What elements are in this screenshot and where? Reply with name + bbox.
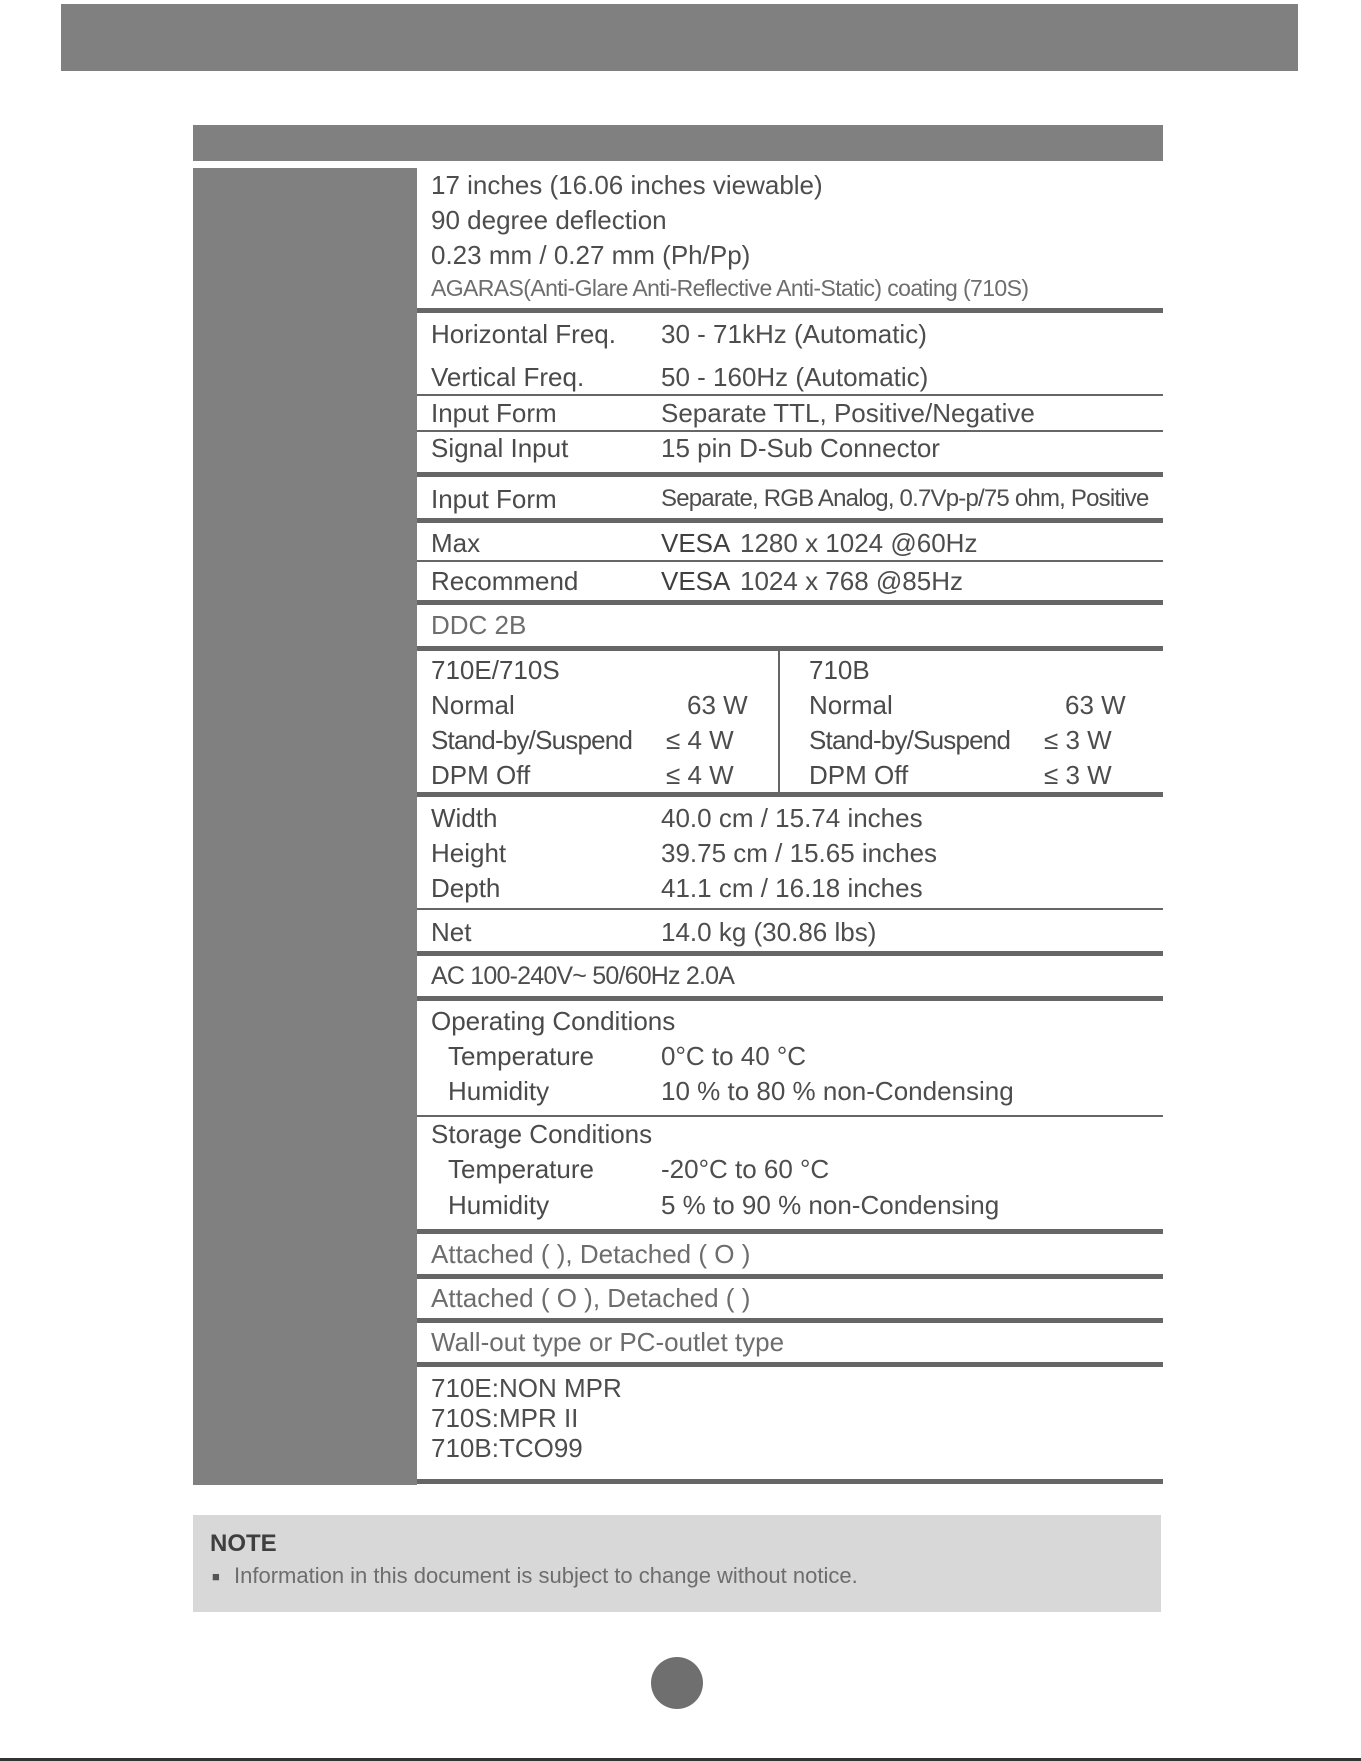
divider <box>417 792 1163 797</box>
power-column-divider <box>778 649 780 792</box>
power-off-label-right: DPM Off <box>809 760 909 790</box>
divider <box>417 308 1163 313</box>
note-text: Information in this document is subject to change without notice. <box>234 1563 858 1588</box>
note-title: NOTE <box>210 1530 277 1557</box>
spec-value-column <box>417 168 1163 1485</box>
resolution-max-vesa: VESA <box>661 528 731 558</box>
storage-temperature-label: Temperature <box>448 1154 594 1184</box>
power-off-value-left: ≤ 4 W <box>666 760 734 790</box>
operating-humidity-label: Humidity <box>448 1076 550 1106</box>
spec-table-header <box>193 125 1163 161</box>
operating-temperature-value: 0°C to 40 °C <box>661 1041 807 1071</box>
regulation-710b: 710B:TCO99 <box>431 1433 583 1463</box>
plug-and-play-value: DDC 2B <box>431 610 527 640</box>
regulation-710e: 710E:NON MPR <box>431 1373 622 1403</box>
power-input-value: AC 100-240V~ 50/60Hz 2.0A <box>431 962 735 990</box>
divider <box>417 430 1163 432</box>
power-normal-label-right: Normal <box>809 690 893 720</box>
signal-input-label: Signal Input <box>431 433 569 463</box>
resolution-recommend-label: Recommend <box>431 566 579 596</box>
crt-deflection: 90 degree deflection <box>431 205 667 235</box>
spec-label-column <box>193 168 417 1485</box>
divider <box>417 1479 1163 1484</box>
crt-coating: AGARAS(Anti-Glare Anti-Reflective Anti-Static) coating (710S) <box>431 275 1029 301</box>
divider <box>417 1274 1163 1279</box>
dimension-depth-value: 41.1 cm / 16.18 inches <box>661 873 923 903</box>
regulation-710s: 710S:MPR II <box>431 1403 579 1433</box>
horizontal-freq-value: 30 - 71kHz (Automatic) <box>661 319 927 349</box>
divider <box>417 518 1163 523</box>
video-input-form-value: Separate, RGB Analog, 0.7Vp-p/75 ohm, Positive <box>661 485 1149 512</box>
sync-input-form-label: Input Form <box>431 398 557 428</box>
dimension-width-label: Width <box>431 803 498 833</box>
sync-input-form-value: Separate TTL, Positive/Negative <box>661 398 1035 428</box>
bullet-icon: ■ <box>212 1569 220 1584</box>
crt-dot-pitch: 0.23 mm / 0.27 mm (Ph/Pp) <box>431 240 751 270</box>
dimension-width-value: 40.0 cm / 15.74 inches <box>661 803 923 833</box>
divider <box>417 1115 1163 1117</box>
power-off-label-left: DPM Off <box>431 760 531 790</box>
divider <box>417 996 1163 1001</box>
resolution-recommend-vesa: VESA <box>661 566 731 596</box>
weight-net-label: Net <box>431 917 472 947</box>
storage-humidity-value: 5 % to 90 % non-Condensing <box>661 1190 1000 1220</box>
operating-humidity-value: 10 % to 80 % non-Condensing <box>661 1076 1014 1106</box>
storage-temperature-value: -20°C to 60 °C <box>661 1154 830 1184</box>
dimension-height-label: Height <box>431 838 507 868</box>
divider <box>417 908 1163 910</box>
divider <box>417 560 1163 562</box>
weight-net-value: 14.0 kg (30.86 lbs) <box>661 917 877 947</box>
horizontal-freq-label: Horizontal Freq. <box>431 319 616 349</box>
video-input-form-label: Input Form <box>431 484 557 514</box>
divider <box>417 394 1163 396</box>
page-number-marker <box>651 1657 703 1709</box>
signal-cable-value: Attached ( O ), Detached ( ) <box>431 1283 751 1313</box>
power-normal-label-left: Normal <box>431 690 515 720</box>
header-bar <box>61 4 1298 71</box>
power-standby-value-right: ≤ 3 W <box>1044 725 1112 755</box>
power-off-value-right: ≤ 3 W <box>1044 760 1112 790</box>
power-model-left: 710E/710S <box>431 655 560 685</box>
divider <box>417 951 1163 956</box>
vertical-freq-value: 50 - 160Hz (Automatic) <box>661 362 929 392</box>
divider <box>417 646 1163 651</box>
operating-conditions-title: Operating Conditions <box>431 1006 676 1036</box>
power-cord-value: Wall-out type or PC-outlet type <box>431 1327 785 1357</box>
power-normal-value-left: 63 W <box>687 690 748 720</box>
power-standby-label-right: Stand-by/Suspend <box>809 725 1011 755</box>
power-model-right: 710B <box>809 655 870 685</box>
power-standby-value-left: ≤ 4 W <box>666 725 734 755</box>
resolution-recommend-value: 1024 x 768 @85Hz <box>740 566 963 596</box>
storage-conditions-title: Storage Conditions <box>431 1119 653 1149</box>
vertical-freq-label: Vertical Freq. <box>431 362 585 392</box>
divider <box>417 1318 1163 1323</box>
power-standby-label-left: Stand-by/Suspend <box>431 725 633 755</box>
divider <box>417 1229 1163 1234</box>
operating-temperature-label: Temperature <box>448 1041 594 1071</box>
signal-input-value: 15 pin D-Sub Connector <box>661 433 940 463</box>
divider <box>417 472 1163 477</box>
divider <box>417 1362 1163 1367</box>
note-box <box>193 1515 1161 1612</box>
divider <box>417 600 1163 605</box>
resolution-max-value: 1280 x 1024 @60Hz <box>740 528 978 558</box>
dimension-depth-label: Depth <box>431 873 501 903</box>
resolution-max-label: Max <box>431 528 481 558</box>
storage-humidity-label: Humidity <box>448 1190 550 1220</box>
dimension-height-value: 39.75 cm / 15.65 inches <box>661 838 938 868</box>
crt-size: 17 inches (16.06 inches viewable) <box>431 170 823 200</box>
power-normal-value-right: 63 W <box>1065 690 1126 720</box>
tilt-base-value: Attached ( ), Detached ( O ) <box>431 1239 751 1269</box>
